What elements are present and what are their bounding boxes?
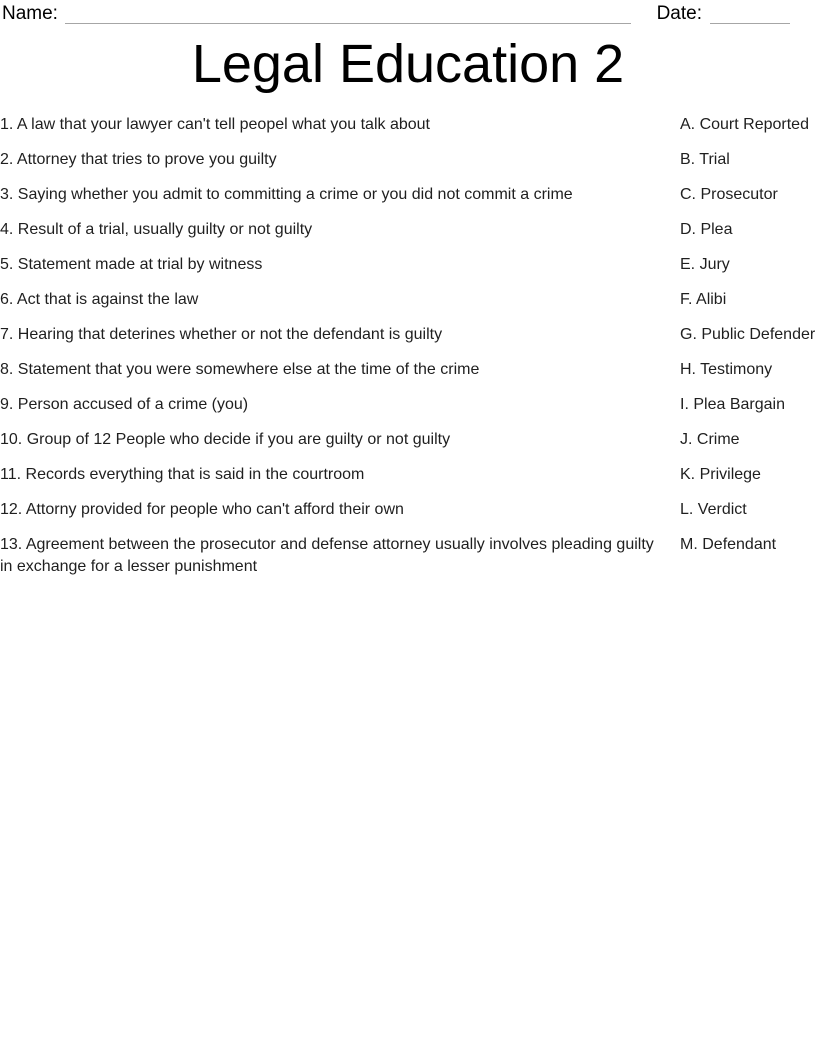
answer-text: Alibi (696, 291, 727, 308)
question-number: 10. (0, 431, 23, 448)
question-number: 11. (0, 466, 22, 483)
answer-letter: L. (680, 501, 694, 518)
matching-row (0, 394, 816, 416)
question-item (0, 429, 680, 451)
matching-row (0, 324, 816, 346)
answer-text: Defendant (702, 536, 777, 553)
answer-item (680, 429, 816, 451)
name-blank-line (65, 6, 631, 24)
matching-row (0, 184, 816, 206)
question-text: Saying whether you admit to committing a crime or you did not commit a crime (17, 186, 573, 203)
answer-letter: K. (680, 466, 696, 483)
answer-text: Public Defender (701, 326, 816, 343)
question-number: 5. (0, 256, 14, 273)
question-number: 13. (0, 536, 23, 553)
answer-text: Jury (699, 256, 730, 273)
answer-item (680, 324, 816, 346)
answer-letter: A. (680, 116, 696, 133)
answer-letter: D. (680, 221, 696, 238)
question-text: A law that your lawyer can't tell peopel what you talk about (16, 116, 430, 133)
question-text: Attorney that tries to prove you guilty (16, 151, 277, 168)
question-number: 8. (0, 361, 14, 378)
worksheet-title: Legal Education 2 (191, 34, 625, 94)
answer-text: Plea Bargain (693, 396, 785, 413)
question-number: 12. (0, 501, 23, 518)
matching-row (0, 149, 816, 171)
answer-text: Testimony (700, 361, 773, 378)
question-number: 6. (0, 291, 14, 308)
answer-text: Prosecutor (700, 186, 778, 203)
question-item (0, 394, 680, 416)
question-number: 9. (0, 396, 14, 413)
question-text: Statement that you were somewhere else at the time of the crime (17, 361, 480, 378)
answer-item (680, 464, 816, 486)
answer-letter: M. (680, 536, 698, 553)
answer-item (680, 184, 816, 206)
answer-text: Privilege (699, 466, 761, 483)
answer-letter: I. (680, 396, 689, 413)
matching-row (0, 289, 816, 311)
answer-item (680, 359, 816, 381)
matching-row (0, 534, 816, 578)
answer-letter: H. (680, 361, 696, 378)
header (0, 2, 816, 24)
question-item (0, 149, 680, 171)
answer-letter: F. (680, 291, 693, 308)
question-text: Person accused of a crime (you) (17, 396, 249, 413)
question-number: 3. (0, 186, 14, 203)
question-item (0, 289, 680, 311)
question-text: Attorny provided for people who can't afford their own (25, 501, 404, 518)
question-item (0, 464, 680, 486)
answer-letter: C. (680, 186, 696, 203)
date-label: Date: (656, 3, 702, 24)
matching-row (0, 464, 816, 486)
answer-item (680, 534, 816, 556)
question-number: 1. (0, 116, 14, 133)
question-item (0, 534, 680, 578)
question-number: 2. (0, 151, 14, 168)
answer-letter: B. (680, 151, 696, 168)
question-item (0, 359, 680, 381)
answer-item (680, 149, 816, 171)
question-text: Result of a trial, usually guilty or not guilty (17, 221, 313, 238)
answer-text: Verdict (697, 501, 747, 518)
answer-text: Plea (700, 221, 733, 238)
question-item (0, 499, 680, 521)
question-text: Group of 12 People who decide if you are guilty or not guilty (26, 431, 451, 448)
question-item (0, 324, 680, 346)
question-text: Act that is against the law (16, 291, 199, 308)
answer-item (680, 289, 816, 311)
question-item (0, 114, 680, 136)
matching-row (0, 429, 816, 451)
answer-item (680, 114, 816, 136)
answer-letter: E. (680, 256, 696, 273)
question-text: Hearing that deterines whether or not the defendant is guilty (17, 326, 443, 343)
answer-letter: G. (680, 326, 697, 343)
matching-row (0, 114, 816, 136)
answer-letter: J. (680, 431, 693, 448)
answer-item (680, 219, 816, 241)
answer-text: Court Reported (699, 116, 809, 133)
answer-text: Trial (699, 151, 730, 168)
question-text: Records everything that is said in the courtroom (25, 466, 365, 483)
matching-row (0, 359, 816, 381)
matching-row (0, 499, 816, 521)
question-item (0, 184, 680, 206)
matching-section (0, 114, 816, 578)
date-blank-line (710, 6, 790, 24)
question-number: 7. (0, 326, 14, 343)
question-item (0, 254, 680, 276)
answer-item (680, 394, 816, 416)
matching-row (0, 219, 816, 241)
question-text: Agreement between the prosecutor and defense attorney usually involves pleading guilty in exchange for a lesser punishment (0, 536, 654, 575)
question-item (0, 219, 680, 241)
answer-text: Crime (696, 431, 740, 448)
answer-item (680, 499, 816, 521)
name-label: Name: (2, 3, 58, 24)
answer-item (680, 254, 816, 276)
matching-row (0, 254, 816, 276)
question-number: 4. (0, 221, 14, 238)
question-text: Statement made at trial by witness (17, 256, 263, 273)
